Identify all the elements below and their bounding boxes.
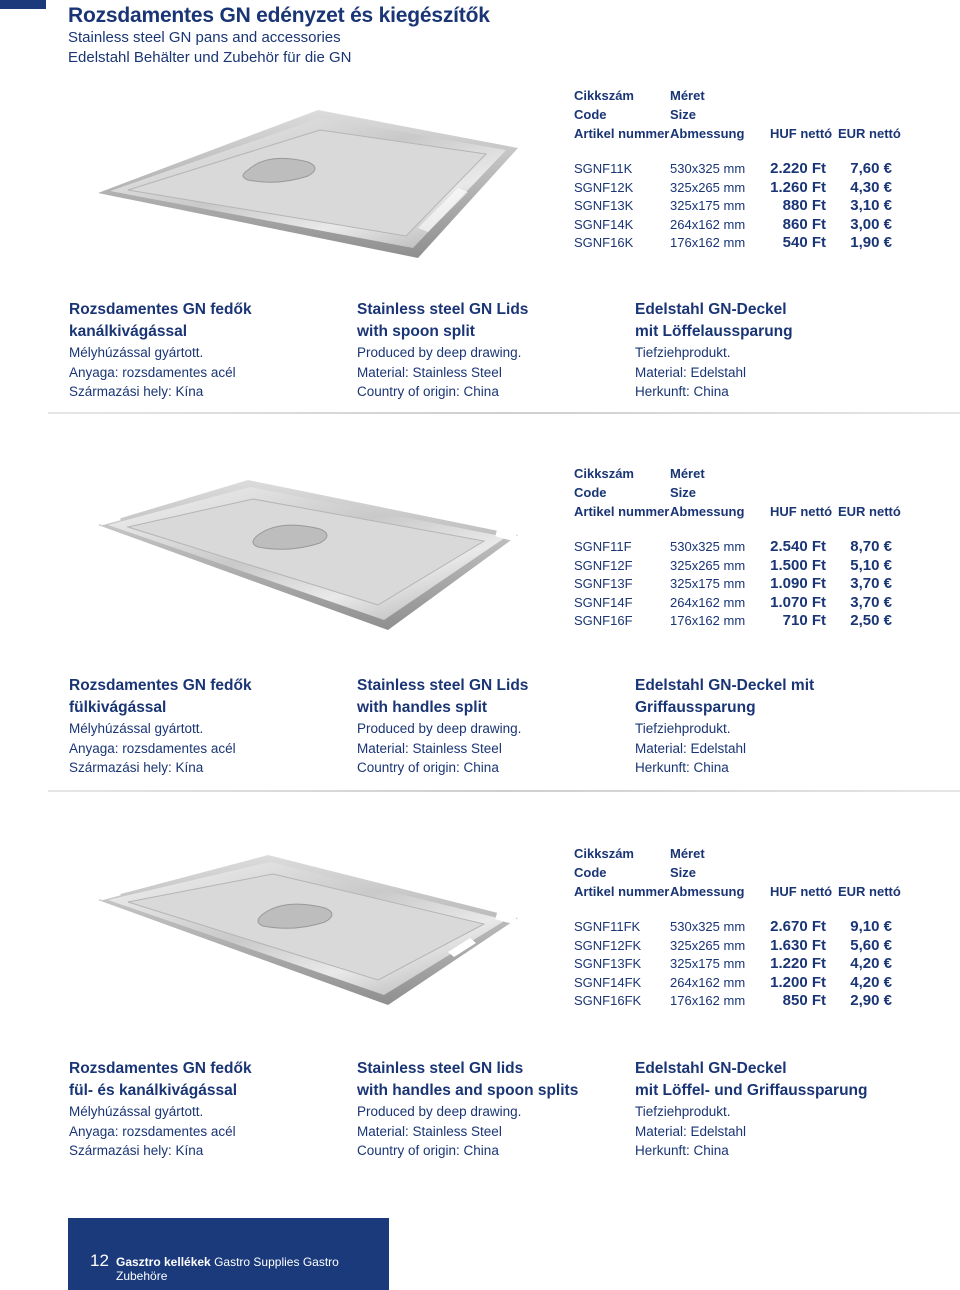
th-size-de: Abmessung (670, 884, 745, 899)
th-code-en: Code (574, 865, 607, 880)
description-hu (69, 1058, 339, 1161)
cell-size: 530x325 mm (670, 919, 746, 934)
lid-handles-spoon-split-image (88, 840, 528, 1010)
th-code-de: Artikel nummer (574, 884, 670, 899)
cell-code: SGNF12F (574, 557, 633, 573)
cell-huf: 1.220 Ft (770, 955, 826, 972)
cell-eur: 9,10 € (850, 918, 892, 935)
cell-eur: 4,20 € (850, 973, 892, 991)
th-huf: HUF nettó (770, 884, 833, 899)
cell-huf: 860 Ft (782, 215, 826, 233)
th-huf: HUF nettó (770, 126, 833, 141)
cell-size: 176x162 mm (670, 235, 746, 250)
table-row (574, 576, 904, 595)
cell-eur: 5,60 € (850, 936, 892, 954)
cell-code: SGNF12K (574, 179, 634, 195)
th-size-en: Size (670, 865, 697, 880)
desc-title: Stainless steel GN Lids (357, 677, 529, 694)
cell-eur: 5,10 € (850, 556, 892, 574)
th-code-de: Artikel nummer (574, 504, 670, 519)
cell-code: SGNF14F (574, 594, 633, 610)
desc-line: Produced by deep drawing. (357, 1104, 522, 1119)
cell-code: SGNF11FK (574, 919, 641, 934)
th-code-de: Artikel nummer (574, 126, 670, 141)
desc-line: Herkunft: China (635, 1143, 729, 1158)
cell-huf: 540 Ft (782, 234, 826, 251)
desc-line: Tiefziehprodukt. (635, 721, 731, 736)
lid-spoon-split-image (88, 98, 528, 268)
cell-code: SGNF16F (574, 613, 633, 628)
desc-line: Country of origin: China (357, 760, 499, 775)
spec-table (574, 846, 904, 1012)
desc-line: Mélyhúzással gyártott. (69, 721, 204, 736)
desc-line: Herkunft: China (635, 384, 729, 399)
cell-huf: 1.200 Ft (770, 973, 826, 991)
category-de: Gastro Zubehöre (116, 1255, 339, 1283)
th-eur: EUR nettó (838, 884, 901, 899)
th-code-hu: Cikkszám (574, 88, 634, 103)
desc-line: Származási hely: Kína (69, 760, 204, 775)
desc-line: Herkunft: China (635, 760, 729, 775)
spec-table (574, 466, 904, 632)
divider (48, 412, 960, 414)
cell-size: 325x265 mm (670, 557, 746, 573)
cell-size: 530x325 mm (670, 161, 746, 176)
subtitle-en: Stainless steel GN pans and accessories (68, 29, 341, 46)
cell-eur: 7,60 € (850, 160, 892, 177)
subtitle-de: Edelstahl Behälter und Zubehör für die GN (68, 49, 352, 66)
desc-line: Tiefziehprodukt. (635, 345, 731, 360)
cell-eur: 1,90 € (850, 234, 892, 251)
desc-title: mit Löffelaussparung (635, 323, 793, 340)
description-en (357, 299, 627, 402)
cell-huf: 1.090 Ft (770, 575, 826, 592)
page-number: 12 (90, 1251, 109, 1270)
desc-line: Származási hely: Kína (69, 384, 204, 399)
table-row (574, 539, 904, 558)
table-row (574, 198, 904, 217)
cell-eur: 3,70 € (850, 575, 892, 592)
spec-table (574, 88, 904, 254)
desc-line: Country of origin: China (357, 1143, 499, 1158)
cell-huf: 850 Ft (782, 992, 826, 1009)
desc-line: Material: Stainless Steel (357, 740, 502, 756)
description-hu (69, 675, 339, 778)
desc-line: Country of origin: China (357, 384, 499, 399)
desc-line: Material: Edelstahl (635, 364, 747, 380)
cell-code: SGNF13F (574, 576, 633, 591)
cell-size: 325x265 mm (670, 937, 746, 953)
th-eur: EUR nettó (838, 504, 901, 519)
cell-size: 530x325 mm (670, 539, 746, 554)
desc-line: Material: Edelstahl (635, 740, 747, 756)
th-size-en: Size (670, 107, 697, 122)
cell-size: 325x175 mm (670, 956, 746, 971)
desc-line: Produced by deep drawing. (357, 721, 522, 736)
th-size-en: Size (670, 485, 697, 500)
desc-line: Származási hely: Kína (69, 1143, 204, 1158)
cell-huf: 1.630 Ft (770, 936, 826, 954)
accent-bar (0, 0, 46, 9)
cell-code: SGNF13K (574, 198, 634, 213)
page-title: Rozsdamentes GN edényzet és kiegészítők (68, 4, 490, 27)
cell-size: 325x175 mm (670, 576, 746, 591)
desc-line: Produced by deep drawing. (357, 345, 522, 360)
cell-size: 325x265 mm (670, 179, 746, 195)
table-row (574, 956, 904, 975)
cell-size: 176x162 mm (670, 993, 746, 1008)
desc-title: with spoon split (357, 323, 475, 340)
table-row (574, 613, 904, 632)
cell-size: 264x162 mm (670, 974, 746, 990)
cell-eur: 2,50 € (850, 612, 892, 629)
description-en (357, 1058, 627, 1161)
desc-title: Edelstahl GN-Deckel (635, 1060, 787, 1077)
desc-title: Stainless steel GN Lids (357, 301, 529, 318)
table-row (574, 595, 904, 614)
lid-handles-split-image (88, 465, 528, 635)
desc-line: Mélyhúzással gyártott. (69, 1104, 204, 1119)
cell-eur: 4,20 € (850, 955, 892, 972)
cell-size: 264x162 mm (670, 216, 746, 232)
desc-line: Material: Stainless Steel (357, 364, 502, 380)
description-de (635, 675, 905, 778)
desc-title: fül- és kanálkivágással (69, 1082, 238, 1099)
desc-line: Mélyhúzással gyártott. (69, 345, 204, 360)
divider (48, 790, 960, 792)
table-row (574, 919, 904, 938)
desc-title: Griffaussparung (635, 699, 756, 716)
cell-huf: 2.220 Ft (770, 160, 826, 177)
cell-size: 176x162 mm (670, 613, 746, 628)
th-code-en: Code (574, 107, 607, 122)
description-de (635, 1058, 905, 1161)
cell-code: SGNF12FK (574, 937, 642, 953)
desc-title: fülkivágással (69, 699, 167, 716)
table-row (574, 993, 904, 1012)
description-en (357, 675, 627, 778)
cell-eur: 2,90 € (850, 992, 892, 1009)
table-row (574, 217, 904, 236)
desc-line: Anyaga: rozsdamentes acél (69, 740, 236, 756)
cell-code: SGNF11F (574, 539, 632, 554)
desc-line: Anyaga: rozsdamentes acél (69, 364, 236, 380)
desc-line: Material: Edelstahl (635, 1123, 747, 1139)
cell-eur: 8,70 € (850, 538, 892, 555)
cell-huf: 1.070 Ft (770, 593, 826, 611)
cell-code: SGNF14K (574, 216, 634, 232)
cell-huf: 880 Ft (782, 197, 826, 214)
cell-eur: 4,30 € (850, 178, 892, 196)
th-size-de: Abmessung (670, 504, 745, 519)
table-row (574, 975, 904, 994)
desc-line: Material: Stainless Steel (357, 1123, 502, 1139)
cell-huf: 1.260 Ft (770, 178, 826, 196)
page-header (68, 4, 490, 68)
th-eur: EUR nettó (838, 126, 901, 141)
table-row (574, 235, 904, 254)
table-row (574, 161, 904, 180)
th-size-hu: Méret (670, 466, 705, 481)
cell-eur: 3,70 € (850, 593, 892, 611)
cell-code: SGNF13FK (574, 956, 642, 971)
th-code-en: Code (574, 485, 607, 500)
th-size-hu: Méret (670, 846, 705, 861)
desc-line: Anyaga: rozsdamentes acél (69, 1123, 236, 1139)
page-footer (68, 1218, 389, 1290)
desc-line: Tiefziehprodukt. (635, 1104, 731, 1119)
category-en: Gastro Supplies (214, 1255, 300, 1269)
th-huf: HUF nettó (770, 504, 833, 519)
desc-title: with handles and spoon splits (357, 1082, 579, 1099)
table-row (574, 938, 904, 957)
cell-code: SGNF16FK (574, 993, 642, 1008)
description-de (635, 299, 905, 402)
cell-size: 325x175 mm (670, 198, 746, 213)
desc-title: mit Löffel- und Griffaussparung (635, 1082, 868, 1099)
cell-code: SGNF14FK (574, 974, 642, 990)
desc-title: Rozsdamentes GN fedők (69, 677, 252, 694)
cell-huf: 2.670 Ft (770, 918, 826, 935)
category-hu: Gasztro kellékek (116, 1255, 211, 1269)
desc-title: kanálkivágással (69, 323, 188, 340)
cell-huf: 2.540 Ft (770, 538, 826, 555)
table-row (574, 558, 904, 577)
cell-eur: 3,00 € (850, 215, 892, 233)
desc-title: Rozsdamentes GN fedők (69, 301, 252, 318)
cell-size: 264x162 mm (670, 594, 746, 610)
th-size-hu: Méret (670, 88, 705, 103)
description-hu (69, 299, 339, 402)
cell-code: SGNF16K (574, 235, 634, 250)
desc-title: Edelstahl GN-Deckel mit (635, 677, 815, 694)
desc-title: Rozsdamentes GN fedők (69, 1060, 252, 1077)
cell-eur: 3,10 € (850, 197, 892, 214)
footer-category (116, 1255, 389, 1283)
desc-title: Edelstahl GN-Deckel (635, 301, 787, 318)
th-code-hu: Cikkszám (574, 466, 634, 481)
th-code-hu: Cikkszám (574, 846, 634, 861)
desc-title: with handles split (357, 699, 488, 716)
cell-code: SGNF11K (574, 161, 633, 176)
desc-title: Stainless steel GN lids (357, 1060, 524, 1077)
cell-huf: 1.500 Ft (770, 556, 826, 574)
table-row (574, 180, 904, 199)
cell-huf: 710 Ft (782, 612, 826, 629)
th-size-de: Abmessung (670, 126, 745, 141)
